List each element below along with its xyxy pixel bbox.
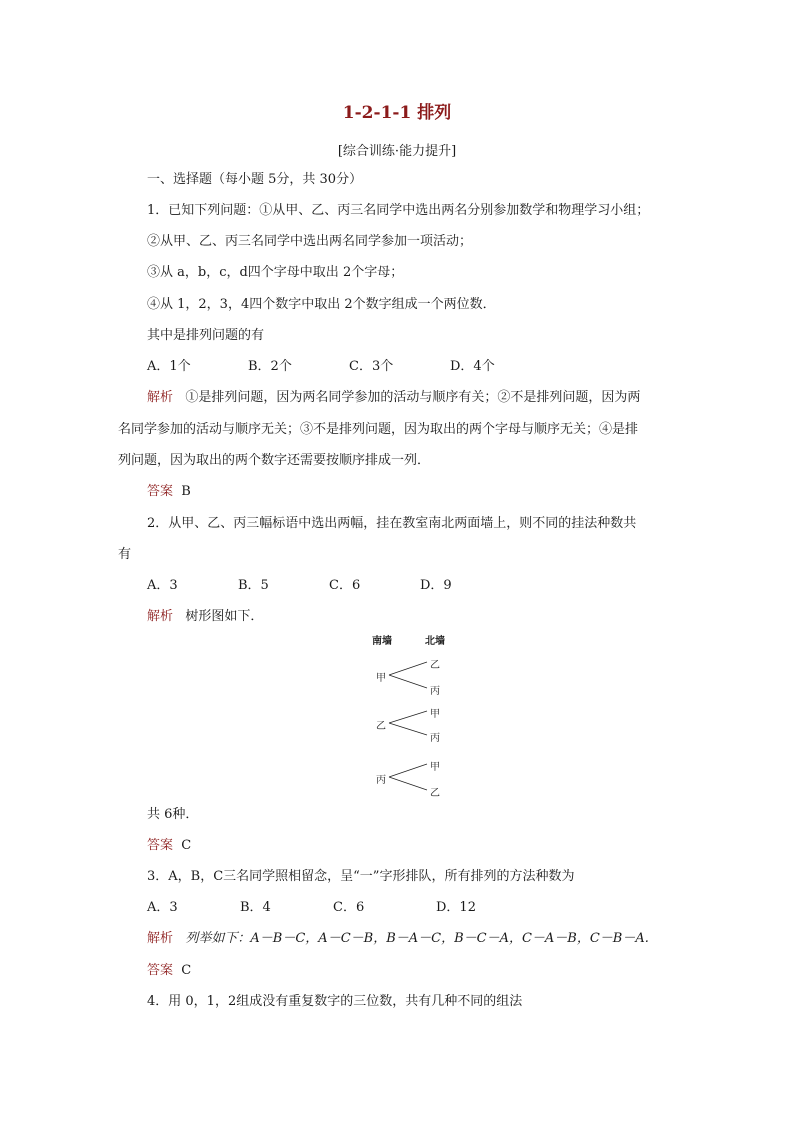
tree-branch (389, 675, 427, 688)
tree-leaf-1-1: 乙 (430, 660, 440, 671)
q2-option-b: B．5 (238, 578, 269, 593)
q3-analysis-text: 列举如下：A－B－C，A－C－B，B－A－C，B－C－A，C－A－B，C－B－A. (185, 931, 649, 946)
q1-analysis-text-1: ①是排列问题，因为两名同学参加的活动与顺序有关；②不是排列问题，因为两 (185, 390, 641, 405)
q4-line-1: 4．用 0，1，2组成没有重复数字的三位数，共有几种不同的组法 (147, 994, 523, 1009)
q2-analysis-text: 树形图如下． (185, 609, 264, 624)
q1-option-d: D．4个 (450, 359, 495, 374)
q3-options (147, 899, 476, 917)
q2-analysis-label: 解析 (147, 609, 174, 624)
q1-line-4: ④从 1，2，3，4四个数字中取出 2个数字组成一个两位数． (147, 297, 496, 312)
q3-option-d: D．12 (436, 900, 476, 915)
q2-line-2: 有 (118, 547, 132, 562)
q2-line-1: 2．从甲、乙、丙三幅标语中选出两幅，挂在教室南北两面墙上，则不同的挂法种数共 (147, 516, 637, 531)
q2-answer (147, 837, 191, 855)
tree-header-south: 南墙 (372, 636, 392, 647)
tree-header-north: 北墙 (425, 636, 445, 647)
q3-option-b: B．4 (240, 900, 271, 915)
tree-branch (389, 711, 427, 723)
q2-answer-value: C (181, 838, 192, 853)
tree-leaf-3-1: 甲 (430, 762, 440, 773)
tree-leaf-3-2: 乙 (430, 788, 440, 799)
tree-leaf-2-1: 甲 (430, 709, 440, 720)
q1-option-a: A．1个 (147, 359, 191, 374)
tree-branch (389, 723, 427, 735)
q3-answer-value: C (181, 963, 192, 978)
q1-answer-label: 答案 (147, 484, 174, 499)
q1-answer-value: B (181, 484, 191, 499)
q1-option-c: C．3个 (349, 359, 394, 374)
tree-branch (389, 662, 427, 675)
q1-analysis-label: 解析 (147, 390, 174, 405)
tree-branch (389, 764, 427, 777)
q3-answer (147, 962, 191, 980)
page-subtitle: [综合训练·能力提升] (337, 144, 457, 159)
q1-analysis-line-2: 名同学参加的活动与顺序无关；③不是排列问题，因为取出的两个字母与顺序无关；④是排 (118, 422, 639, 437)
q2-option-d: D．9 (420, 578, 452, 593)
q1-line-2: ②从甲、乙、丙三名同学中选出两名同学参加一项活动； (147, 234, 473, 249)
q3-option-a: A．3 (147, 900, 178, 915)
q1-line-1: 1．已知下列问题：①从甲、乙、丙三名同学中选出两名分别参加数学和物理学习小组； (147, 203, 650, 218)
q3-answer-label: 答案 (147, 963, 174, 978)
q2-option-a: A．3 (147, 578, 178, 593)
q1-line-5: 其中是排列问题的有 (147, 328, 265, 343)
q1-option-b: B．2个 (248, 359, 292, 374)
q2-answer-label: 答案 (147, 838, 174, 853)
q2-option-c: C．6 (329, 578, 361, 593)
tree-branch (389, 777, 427, 790)
q3-analysis-label: 解析 (147, 931, 174, 946)
tree-leaf-1-2: 丙 (430, 686, 440, 697)
tree-root-3: 丙 (376, 775, 386, 786)
section-heading: 一、选择题（每小题 5分，共 30分） (147, 172, 363, 187)
q3-option-c: C．6 (333, 900, 365, 915)
tree-leaf-2-2: 丙 (430, 733, 440, 744)
q1-analysis-line-3: 列问题，因为取出的两个数字还需要按顺序排成一列． (118, 453, 431, 468)
q1-line-3: ③从 a，b，c，d四个字母中取出 2个字母； (147, 265, 404, 280)
q3-line-1: 3．A，B，C三名同学照相留念，呈“一”字形排队，所有排列的方法种数为 (147, 869, 575, 884)
tree-root-2: 乙 (376, 721, 386, 732)
q3-analysis (147, 930, 649, 948)
tree-root-1: 甲 (376, 673, 386, 684)
q2-total: 共 6种． (147, 807, 199, 822)
page-title: 1-2-1-1 排列 (342, 103, 452, 123)
